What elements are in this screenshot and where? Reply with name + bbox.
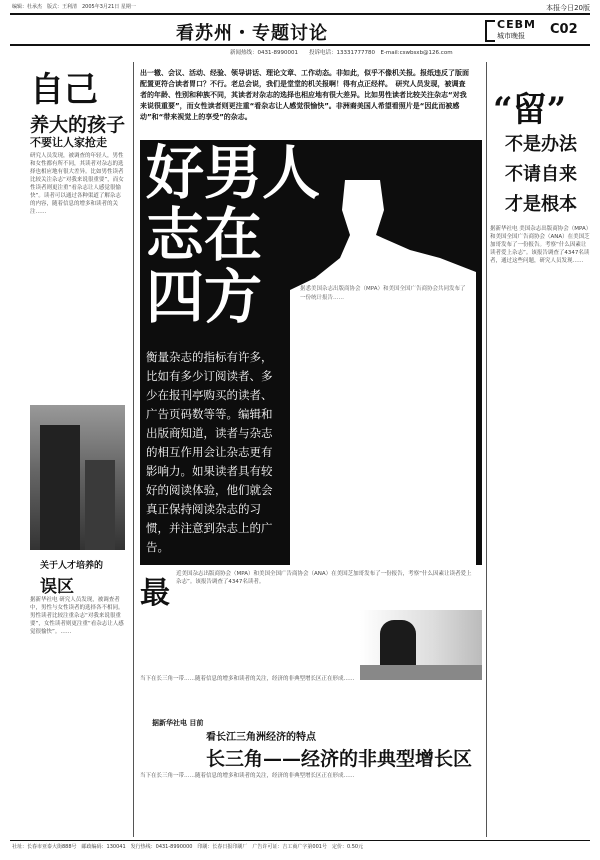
bottom-headline: 长三角——经济的非典型增长区 (206, 748, 473, 770)
right-quote (493, 82, 566, 131)
tower-shape-2 (85, 460, 115, 550)
logo-subtext: 城市晚报 (497, 32, 525, 40)
column-rule-left (133, 62, 134, 837)
center-intro: 出一辙、会议、活动、经验、领导讲话、理论文章、工作动态。非如此，似乎不像机关报。报纸违反了版面配置更符合读者胃口？不行。老总会说，我们是堂堂的机关报啊！得有点正经样。 研究人员发现，被调查者的年龄、性别和种族不同，其读者对杂志的选择也相应地有很大差异。比如男性读者比较关注杂志“对我来说很重要”，而女性读者则更注重“看杂志让人感觉很愉快”。非洲裔美国人希望看照片是“因此而被感动”和“带来视觉上的享受”的杂志。 (140, 69, 469, 121)
right-body: 据新华社电 美国杂志出版商协会（MPA）和美国全国广告商协会（ANA）在美国芝加哥发布了一份报告。考察“什么因素让读者爱上杂志”。该报告调查了4347名读者，通过这些问题，研究人员发现…… (490, 226, 590, 264)
feature-block (140, 140, 482, 565)
logo-bracket-icon (485, 20, 495, 42)
logo-text: CEBM (497, 18, 536, 31)
left-body: 研究人员发现，被调查的年轻人，男性和女性都有所不同，其读者对杂志的选择也相应地有很大差异。比如男性读者比较关注杂志“对我来说很重要”，而女性读者则更注重“看杂志让人感觉很愉快”。读者可以通过各种渠道了解杂志的内容，随着信息的增多和读者的关注…… (30, 153, 124, 215)
left-headline-2: 养大的孩子 (30, 114, 126, 136)
quote-mark-left: “ (493, 90, 513, 130)
feature-headline-line-2: 志在 (146, 201, 263, 269)
masthead-top-left: 编辑：杜承杰 版式：王利清 2005年3月21日 星期一 (12, 4, 136, 10)
tower-shape (40, 425, 80, 550)
right-line-3: 才是根本 (505, 194, 577, 215)
logo (485, 18, 545, 42)
feature-deck: 衡量杂志的指标有许多，比如有多少订阅读者、多少在报刊亭购买的读者、广告页码数等等。编辑和出版商知道，读者与杂志的相互作用会让杂志更有影响力。如果读者具有较好的阅读体验，他们就会真正保持阅读杂志的习惯，并注意到杂志上的广告。 (146, 350, 273, 554)
quote-word: 留 (512, 90, 547, 130)
bottom-body: 近美国杂志出版商协会（MPA）和美国全国广告商协会（ANA）在美国芝加哥发布了一份报告，考察“什么因素让读者爱上杂志”。该报告调查了4347名读者。 (176, 571, 472, 585)
left-subhead: 误区 (40, 577, 74, 597)
footer-text: 社址：长春市亚泰大街888号 邮政编码：130041 发行热线：0431-8990000 印刷：长春日报印刷厂 广告许可证：吉工商广字第001号 定价：0.50元 (12, 844, 364, 850)
masthead-rule-bottom (10, 44, 590, 46)
column-rule-right (486, 62, 487, 837)
contact-line: 新闻热线：0431-8990001 投诉电话：13331777780 E-mail:cswbsxb@126.com (230, 50, 453, 56)
desk-photo (360, 610, 482, 680)
feature-headline-line-1: 好男人 (146, 139, 321, 207)
right-line-1: 不是办法 (505, 134, 577, 155)
left-caption: 关于人才培养的 (40, 561, 104, 571)
right-line-2: 不请自来 (505, 164, 577, 185)
footer-rule (10, 840, 590, 841)
left-lower-body: 据新华社电 研究人员发现，被调查者中，男性与女性读者的选择各不相同。男性读者比较注重杂志“对我来说很重要”，女性读者则更注重“看杂志让人感觉很愉快”。…… (30, 597, 124, 635)
bottom-lower-body: 当下在长三角一带……随着信息的增多和读者的关注，经济的非典型增长区正在形成…… (140, 676, 355, 682)
building-photo (30, 405, 125, 550)
feature-figure-text: 据悉美国杂志出版商协会（MPA）和美国全国广告商协会共同发布了一份统计报告…… (300, 286, 466, 301)
page-code: C02 (550, 22, 578, 37)
masthead-top-right: 本报今日20版 (546, 4, 590, 12)
bottom-kicker-2: 看长江三角洲经济的特点 (206, 732, 316, 743)
bottom-kicker-1: 据新华社电 目前 (152, 719, 204, 727)
bottom-dropcap: 最 (140, 576, 170, 611)
masthead-rule-top (10, 13, 590, 15)
feature-headline-line-3: 四方 (146, 263, 263, 331)
left-headline-3: 不要让人家抢走 (30, 136, 107, 149)
bottom-headline-body: 当下在长三角一带……随着信息的增多和读者的关注，经济的非典型增长区正在形成…… (140, 773, 355, 779)
section-title: 看苏州・专题讨论 (176, 23, 328, 44)
quote-mark-right: ” (546, 90, 567, 130)
left-headline-1: 自己 (30, 70, 98, 110)
